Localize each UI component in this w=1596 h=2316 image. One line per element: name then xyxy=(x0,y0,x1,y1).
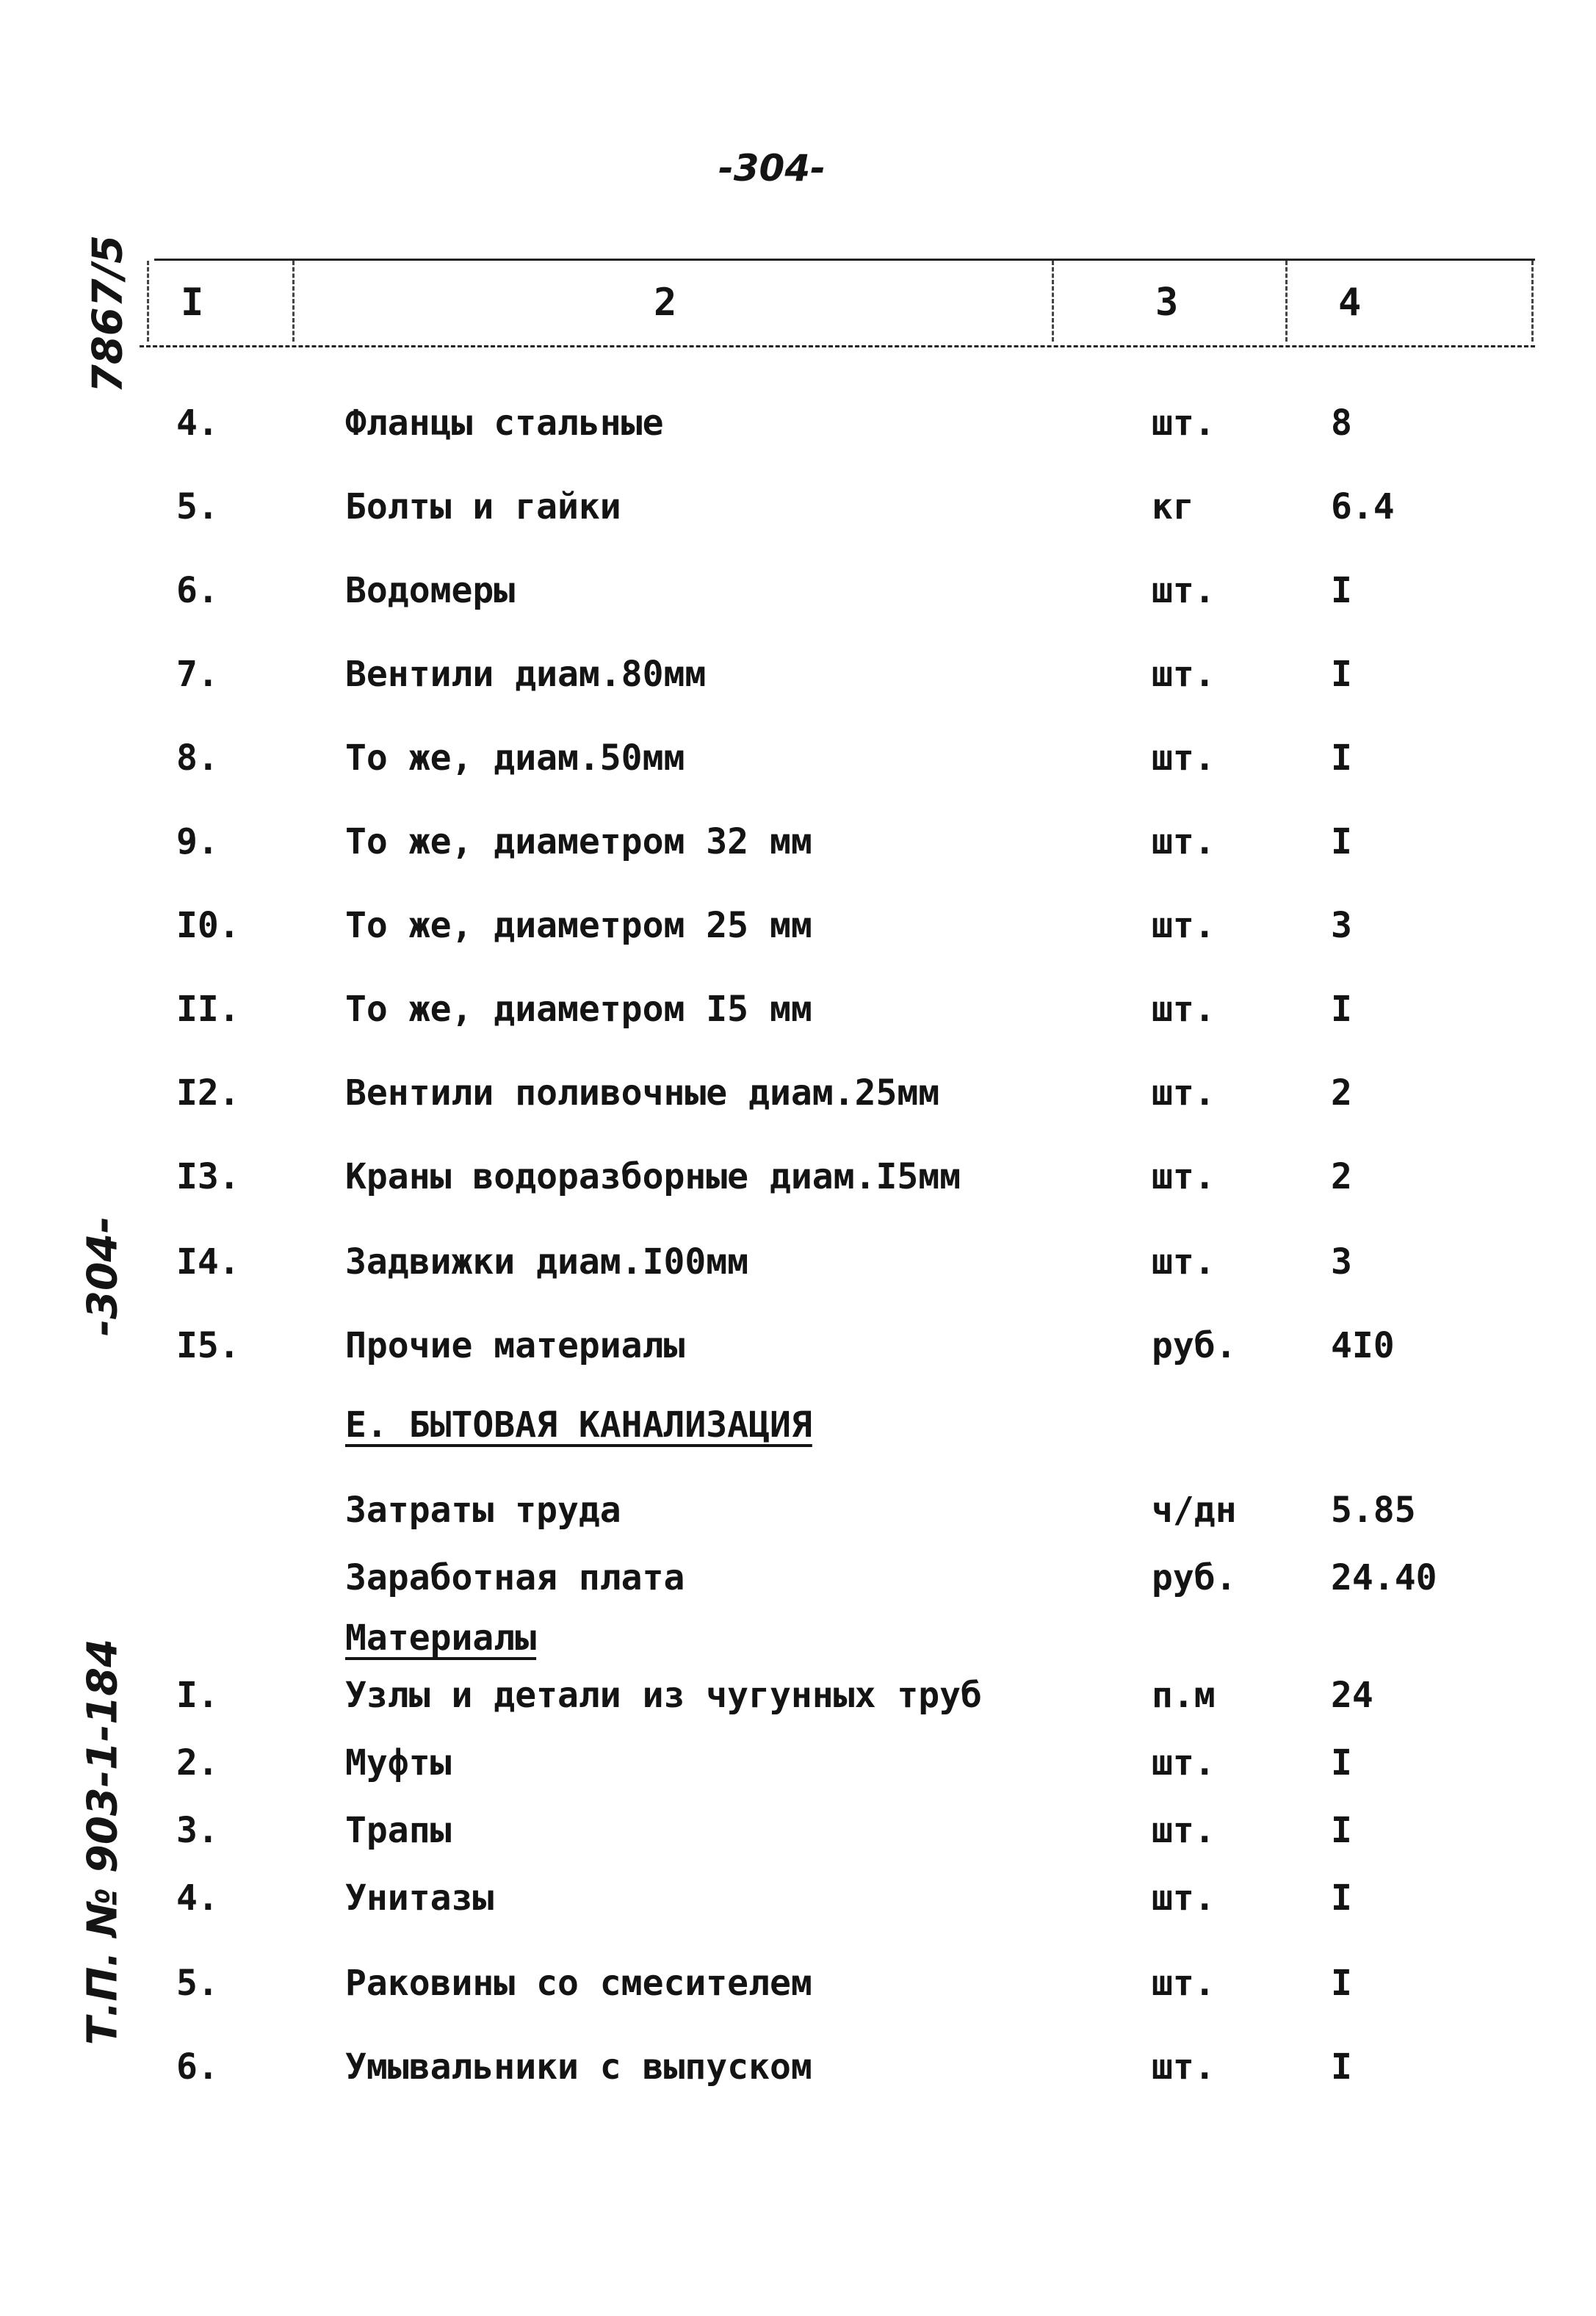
row-qty: I xyxy=(1331,1877,1352,1919)
row-unit: шт. xyxy=(1152,821,1216,862)
row-number: 4. xyxy=(176,403,219,444)
row-name: Задвижки диам.I00мм xyxy=(345,1241,749,1283)
row-name: То же, диаметром 25 мм xyxy=(345,905,812,946)
row-number: 7. xyxy=(176,654,219,695)
row-qty: I xyxy=(1331,821,1352,862)
row-qty: I xyxy=(1331,737,1352,779)
row-qty: 5.85 xyxy=(1331,1490,1416,1531)
row-unit: шт. xyxy=(1152,2046,1216,2088)
row-qty: I xyxy=(1331,989,1352,1030)
row-unit: шт. xyxy=(1152,1742,1216,1783)
row-name: Вентили диам.80мм xyxy=(345,654,707,695)
row-unit: шт. xyxy=(1152,1877,1216,1919)
row-unit: п.м xyxy=(1152,1675,1216,1716)
row-name: Трапы xyxy=(345,1810,452,1851)
row-name: То же, диаметром I5 мм xyxy=(345,989,812,1030)
header-col-2: 2 xyxy=(654,281,677,325)
row-number: I2. xyxy=(176,1072,240,1114)
row-unit: шт. xyxy=(1152,1963,1216,2004)
row-unit: шт. xyxy=(1152,570,1216,611)
row-number: 5. xyxy=(176,1963,219,2004)
row-number: I. xyxy=(176,1675,219,1716)
row-qty: 2 xyxy=(1331,1156,1352,1197)
row-number: I3. xyxy=(176,1156,240,1197)
page-number: -304- xyxy=(718,147,826,190)
row-name: Болты и гайки xyxy=(345,486,621,527)
row-name: То же, диам.50мм xyxy=(345,737,685,779)
row-number: 8. xyxy=(176,737,219,779)
row-name: Вентили поливочные диам.25мм xyxy=(345,1072,940,1114)
header-separator xyxy=(1285,261,1288,342)
row-qty: 8 xyxy=(1331,403,1352,444)
row-name: Унитазы xyxy=(345,1877,494,1919)
section-e-heading: Е. БЫТОВАЯ КАНАЛИЗАЦИЯ xyxy=(345,1404,812,1446)
row-unit: руб. xyxy=(1152,1557,1237,1598)
row-name: Раковины со смесителем xyxy=(345,1963,812,2004)
row-number: 2. xyxy=(176,1742,219,1783)
row-qty: 24 xyxy=(1331,1675,1373,1716)
row-name: Муфты xyxy=(345,1742,452,1783)
row-unit: шт. xyxy=(1152,737,1216,779)
row-unit: ч/дн xyxy=(1152,1490,1237,1531)
row-unit: шт. xyxy=(1152,1241,1216,1283)
row-qty: 6.4 xyxy=(1331,486,1395,527)
header-separator xyxy=(292,261,295,342)
row-unit: шт. xyxy=(1152,403,1216,444)
header-separator xyxy=(1052,261,1054,342)
margin-note-top: 7867/5 xyxy=(84,234,132,394)
row-name: Водомеры xyxy=(345,570,516,611)
row-name: Фланцы стальные xyxy=(345,403,664,444)
row-qty: I xyxy=(1331,570,1352,611)
margin-note-bottom: Т.П. № 903-1-184 xyxy=(79,1638,127,2046)
header-bottom-rule xyxy=(140,345,1535,347)
header-separator xyxy=(1531,261,1534,342)
row-name: Узлы и детали из чугунных труб xyxy=(345,1675,982,1716)
row-number: II. xyxy=(176,989,240,1030)
header-col-4: 4 xyxy=(1338,281,1362,325)
row-unit: кг xyxy=(1152,486,1194,527)
row-number: 6. xyxy=(176,570,219,611)
row-qty: 2 xyxy=(1331,1072,1352,1114)
row-name: То же, диаметром 32 мм xyxy=(345,821,812,862)
row-name: Прочие материалы xyxy=(345,1325,685,1366)
row-qty: I xyxy=(1331,1963,1352,2004)
row-name: Затраты труда xyxy=(345,1490,621,1531)
row-qty: I xyxy=(1331,1810,1352,1851)
row-unit: шт. xyxy=(1152,654,1216,695)
row-name: Умывальники с выпуском xyxy=(345,2046,812,2088)
margin-note-middle: -304- xyxy=(79,1216,127,1337)
header-col-3: 3 xyxy=(1155,281,1179,325)
row-number: 9. xyxy=(176,821,219,862)
row-qty: 3 xyxy=(1331,905,1352,946)
materials-heading: Материалы xyxy=(345,1617,537,1659)
row-qty: I xyxy=(1331,1742,1352,1783)
row-number: 3. xyxy=(176,1810,219,1851)
row-number: I0. xyxy=(176,905,240,946)
row-unit: шт. xyxy=(1152,905,1216,946)
row-qty: 4I0 xyxy=(1331,1325,1395,1366)
header-top-rule xyxy=(154,259,1535,261)
row-number: 4. xyxy=(176,1877,219,1919)
row-unit: руб. xyxy=(1152,1325,1237,1366)
row-name: Краны водоразборные диам.I5мм xyxy=(345,1156,961,1197)
header-separator xyxy=(147,261,149,342)
row-unit: шт. xyxy=(1152,1156,1216,1197)
header-col-1: I xyxy=(181,281,204,325)
row-unit: шт. xyxy=(1152,1810,1216,1851)
row-number: 5. xyxy=(176,486,219,527)
row-unit: шт. xyxy=(1152,989,1216,1030)
row-name: Заработная плата xyxy=(345,1557,685,1598)
row-qty: 3 xyxy=(1331,1241,1352,1283)
row-number: I5. xyxy=(176,1325,240,1366)
row-qty: 24.40 xyxy=(1331,1557,1437,1598)
row-qty: I xyxy=(1331,2046,1352,2088)
row-qty: I xyxy=(1331,654,1352,695)
row-number: I4. xyxy=(176,1241,240,1283)
row-number: 6. xyxy=(176,2046,219,2088)
row-unit: шт. xyxy=(1152,1072,1216,1114)
